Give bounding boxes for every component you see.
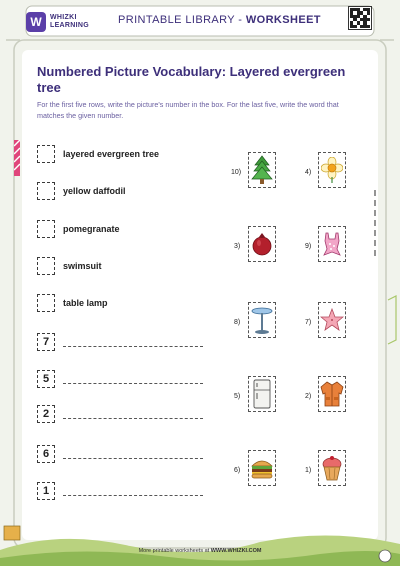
vocab-word: table lamp xyxy=(63,298,108,308)
word-row xyxy=(37,294,108,312)
word-row xyxy=(37,182,126,200)
header-bar xyxy=(26,8,374,36)
dash-decoration-icon xyxy=(370,190,380,260)
answer-line[interactable] xyxy=(63,337,203,347)
picture-label: 4) xyxy=(305,169,312,176)
answer-line[interactable] xyxy=(63,409,203,419)
footer-prefix: More printable worksheets at xyxy=(138,548,211,554)
answer-box[interactable] xyxy=(37,220,55,238)
landscape-decoration xyxy=(0,520,400,566)
header-title-bold: WORKSHEET xyxy=(245,14,321,26)
number-box: 7 xyxy=(37,333,55,351)
vocab-word: pomegranate xyxy=(63,224,120,234)
number-box: 5 xyxy=(37,370,55,388)
vocab-word: yellow daffodil xyxy=(63,186,126,196)
qr-code-icon xyxy=(348,6,372,30)
word-row xyxy=(37,257,102,275)
answer-box[interactable] xyxy=(37,145,55,163)
header-title-prefix: PRINTABLE LIBRARY - xyxy=(118,14,246,26)
answer-box[interactable] xyxy=(37,182,55,200)
answer-line[interactable] xyxy=(63,449,203,459)
picture-label: 7) xyxy=(305,319,312,326)
cupcake-icon xyxy=(321,455,343,481)
worksheet-title: Numbered Picture Vocabulary: Layered evergreen tree xyxy=(37,64,346,95)
picture-label: 3) xyxy=(234,243,241,250)
number-row xyxy=(37,370,203,388)
picture-card xyxy=(248,450,276,486)
stripe-decoration-icon xyxy=(14,140,20,176)
whizki-logo[interactable] xyxy=(26,12,89,32)
number-box: 1 xyxy=(37,482,55,500)
evergreen-tree-icon xyxy=(251,155,273,185)
word-row xyxy=(37,220,120,238)
logo-badge: W xyxy=(26,12,46,32)
picture-label: 2) xyxy=(305,393,312,400)
pomegranate-icon xyxy=(251,232,273,256)
picture-label: 9) xyxy=(305,243,312,250)
table-lamp-icon xyxy=(250,305,274,335)
vocab-word: swimsuit xyxy=(63,261,102,271)
picture-card xyxy=(318,450,346,486)
footer-note xyxy=(0,548,400,554)
picture-label: 8) xyxy=(234,319,241,326)
jacket-icon xyxy=(320,380,344,408)
answer-box[interactable] xyxy=(37,257,55,275)
daffodil-icon xyxy=(321,157,343,183)
picture-card xyxy=(318,226,346,262)
number-row xyxy=(37,482,203,500)
answer-line[interactable] xyxy=(63,374,203,384)
picture-card xyxy=(248,226,276,262)
picture-card xyxy=(248,152,276,188)
number-box: 6 xyxy=(37,445,55,463)
header-title xyxy=(118,14,321,26)
picture-label: 10) xyxy=(231,169,242,176)
logo-line-2: LEARNING xyxy=(50,22,89,29)
picture-card xyxy=(318,302,346,338)
number-box: 2 xyxy=(37,405,55,423)
picture-label: 5) xyxy=(234,393,241,400)
answer-line[interactable] xyxy=(63,486,203,496)
picture-card xyxy=(318,152,346,188)
picture-label: 1) xyxy=(305,467,312,474)
worksheet-instructions: For the first five rows, write the picture's number in the box. For the last five, write the word that matches the given number. xyxy=(37,100,339,120)
starfish-icon xyxy=(320,308,344,332)
hamburger-icon xyxy=(250,457,274,479)
refrigerator-icon xyxy=(253,379,271,409)
number-row xyxy=(37,333,203,351)
word-row xyxy=(37,145,159,163)
swimsuit-icon xyxy=(320,231,344,257)
picture-label: 6) xyxy=(234,467,241,474)
answer-box[interactable] xyxy=(37,294,55,312)
picture-card xyxy=(318,376,346,412)
logo-line-1: WHIZKI xyxy=(50,14,77,21)
number-row xyxy=(37,445,203,463)
number-row xyxy=(37,405,203,423)
picture-card xyxy=(248,376,276,412)
vocab-word: layered evergreen tree xyxy=(63,149,160,159)
footer-link[interactable]: WWW.WHIZKI.COM xyxy=(210,548,262,554)
picture-card xyxy=(248,302,276,338)
